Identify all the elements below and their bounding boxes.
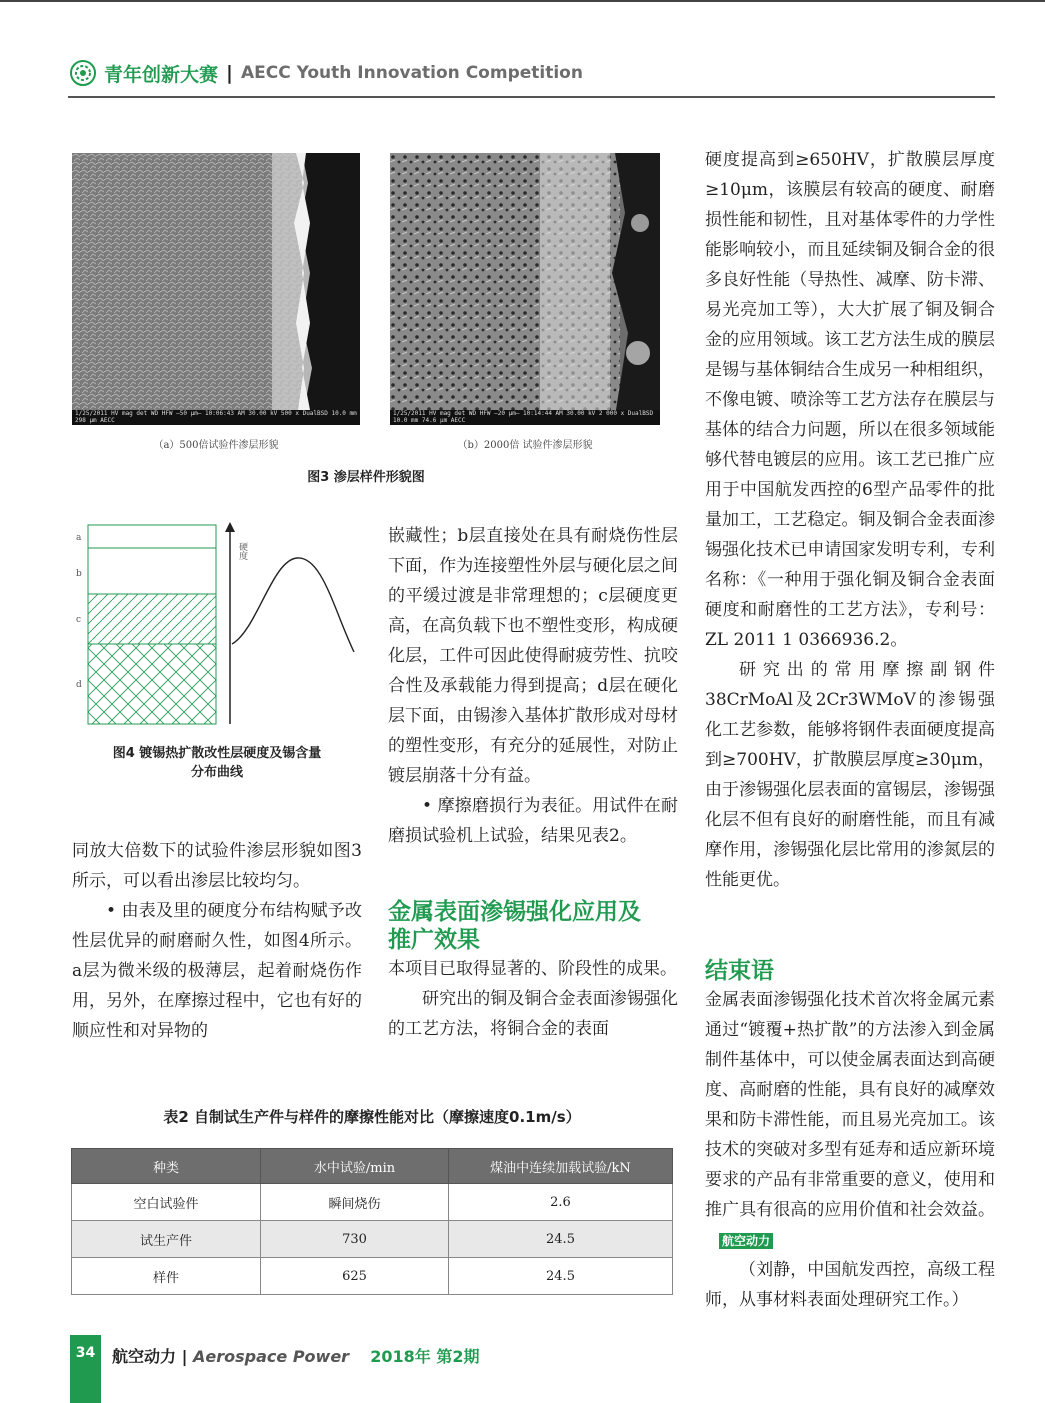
figure4-caption-line2: 分布曲线: [190, 765, 243, 780]
journal-badge: 航空动力: [719, 1233, 773, 1249]
header-title-en: AECC Youth Innovation Competition: [240, 63, 583, 83]
table-row: [72, 1184, 673, 1221]
footer-journal: [112, 1344, 479, 1367]
footer-issue: 2018年 第2期: [370, 1347, 480, 1366]
col1-paragraph-2: • 由表及里的硬度分布结构赋予改性层优异的耐磨耐久性，如图4所示。a层为微米级的极薄层，起着耐烧伤作用，另外，在摩擦过程中，它也有好的顺应性和对异物的: [72, 901, 362, 1041]
footer-journal-cn: 航空动力: [112, 1347, 177, 1366]
header-separator: |: [226, 62, 233, 84]
table-row: [72, 1258, 673, 1295]
header-title-cn: 青年创新大赛: [104, 63, 219, 86]
page-header: [70, 58, 583, 88]
figure3-subcaption-a: （a）500倍试验件渗层形貌: [153, 440, 279, 451]
figure3-image-a: [72, 153, 360, 425]
col3-paragraph-1: 硬度提高到≥650HV，扩散膜层厚度≥10μm，该膜层有较高的硬度、耐磨损性能和韧性，且对基体零件的力学性能影响较小，而且延续铜及铜合金的很多良好性能（导热性、减摩、防卡滞、易光亮加工等），大大扩展了铜及铜合金的应用领域。该工艺方法生成的膜层是锡与基体铜结合生成另一种相组织，不像电镀、喷涂等工艺方法存在膜层与基体的结合力问题，所以在很多领域能够代替电镀层的应用。该工艺已推广应用于中国航发西控的6型产品零件的批量加工，工艺稳定。铜及铜合金表面渗锡强化技术已申请国家发明专利，专利名称：《一种用于强化铜及铜合金表面硬度和耐磨性的工艺方法》，专利号：ZL 2011 1 0366936.2。: [705, 150, 995, 650]
table2-cell: 瞬间烧伤: [261, 1184, 449, 1221]
table2-cell: 2.6: [449, 1184, 673, 1221]
header-rule: [68, 96, 995, 98]
col2-paragraph-4: 研究出的铜及铜合金表面渗锡强化的工艺方法，将铜合金的表面: [388, 989, 678, 1039]
page-number: 34: [75, 1345, 96, 1361]
figure4-label-a: a: [76, 533, 82, 543]
col2-paragraph-2: • 摩擦磨损行为表征。用试件在耐磨损试验机上试验，结果见表2。: [388, 796, 678, 846]
figure4-caption: [72, 744, 362, 782]
figure3-a-infobar: 1/25/2011 HV mag det WD HFW —50 μm— 10:06:43 AM 30.00 kV 500 x DualBSD 10.0 mm 298 μm AECC: [72, 410, 360, 425]
figure4-axis-label: 硬度: [237, 542, 247, 560]
figure3-subcaption-b: （b）2000倍 试验件渗层形貌: [457, 440, 593, 451]
aecc-logo-icon: [70, 60, 96, 86]
table2-cell: 样件: [72, 1258, 261, 1295]
figure3-image-b: [390, 153, 660, 425]
col2-paragraph-1: 嵌藏性；b层直接处在具有耐烧伤性层下面，作为连接塑性外层与硬化层之间的平缓过渡是非常理想的；c层硬度更高，在高负载下也不塑性变形，构成硬化层，工件可因此使得耐疲劳性、抗咬合性及承载能力得到提高；d层在硬化层下面，由锡渗入基体扩散形成对母材的塑性变形，有充分的延展性，对防止镀层崩落十分有益。: [388, 526, 678, 786]
column1-text: [72, 836, 362, 1046]
table2-cell: 625: [261, 1258, 449, 1295]
table2: [71, 1148, 673, 1295]
col3-paragraph-2: 研究出的常用摩擦副钢件38CrMoAl及2Cr3WMoV的渗锡强化工艺参数，能够将钢件表面硬度提高到≥700HV，扩散膜层厚度≥30μm，由于渗锡强化层表面的富锡层，渗锡强化层不但有良好的耐磨性能，而且有减摩作用，渗锡强化层比常用的渗氮层的性能更优。: [705, 660, 995, 890]
table2-cell: 730: [261, 1221, 449, 1258]
table2-header-kerosene: 煤油中连续加载试验/kN: [449, 1149, 673, 1184]
column2-text-lower: [388, 954, 678, 1044]
table2-cell: 试生产件: [72, 1221, 261, 1258]
table2-header-water: 水中试验/min: [261, 1149, 449, 1184]
conclusion-text: 金属表面渗锡强化技术首次将金属元素通过“镀覆+热扩散”的方法渗入到金属制件基体中，可以使金属表面达到高硬度、高耐磨的性能，具有良好的减摩效果和防卡滞性能，而且易光亮加工。该技术的突破对多型有延寿和适应新环境要求的产品有非常重要的意义，使用和推广具有很高的应用价值和社会效益。: [705, 990, 995, 1220]
col1-paragraph-1: 同放大倍数下的试验件渗层形貌如图3所示，可以看出渗层比较均匀。: [72, 841, 362, 891]
table-row: [72, 1221, 673, 1258]
author-note: （刘静，中国航发西控，高级工程师，从事材料表面处理研究工作。）: [705, 1260, 995, 1310]
section-heading-application-line1: 金属表面渗锡强化应用及: [388, 899, 641, 925]
table2-header-row: [72, 1149, 673, 1184]
figure4-diagram: [72, 520, 362, 730]
column3-text: [705, 145, 995, 895]
col3-paragraph-3: [705, 985, 995, 1255]
top-rule: [0, 0, 1045, 2]
figure4-label-b: b: [76, 569, 82, 579]
column3-text-lower: [705, 985, 995, 1315]
table2-header-type: 种类: [72, 1149, 261, 1184]
section-heading-conclusion: 结束语: [705, 958, 774, 984]
figure3-b-infobar: 1/25/2011 HV mag det WD HFW —20 μm— 10:14:44 AM 30.00 kV 2 000 x DualBSD 10.0 mm 74.6 μm AECC: [390, 410, 660, 425]
figure4-caption-line1: 图4 镀锡热扩散改性层硬度及锡含量: [112, 746, 322, 761]
section-heading-application-line2: 推广效果: [388, 927, 480, 953]
table2-cell: 24.5: [449, 1221, 673, 1258]
figure3-caption: 图3 渗层样件形貌图: [307, 470, 425, 485]
section-heading-application: [388, 898, 688, 954]
figure4-label-d: d: [76, 680, 82, 690]
footer-journal-en: Aerospace Power: [193, 1347, 350, 1366]
table2-title: 表2 自制试生产件与样件的摩擦性能对比（摩擦速度0.1m/s）: [163, 1108, 581, 1126]
footer-separator: |: [181, 1347, 188, 1366]
table2-cell: 24.5: [449, 1258, 673, 1295]
figure4-label-c: c: [76, 615, 82, 625]
table2-cell: 空白试验件: [72, 1184, 261, 1221]
column2-text: [388, 521, 678, 851]
col2-paragraph-3: 本项目已取得显著的、阶段性的成果。: [388, 959, 677, 979]
